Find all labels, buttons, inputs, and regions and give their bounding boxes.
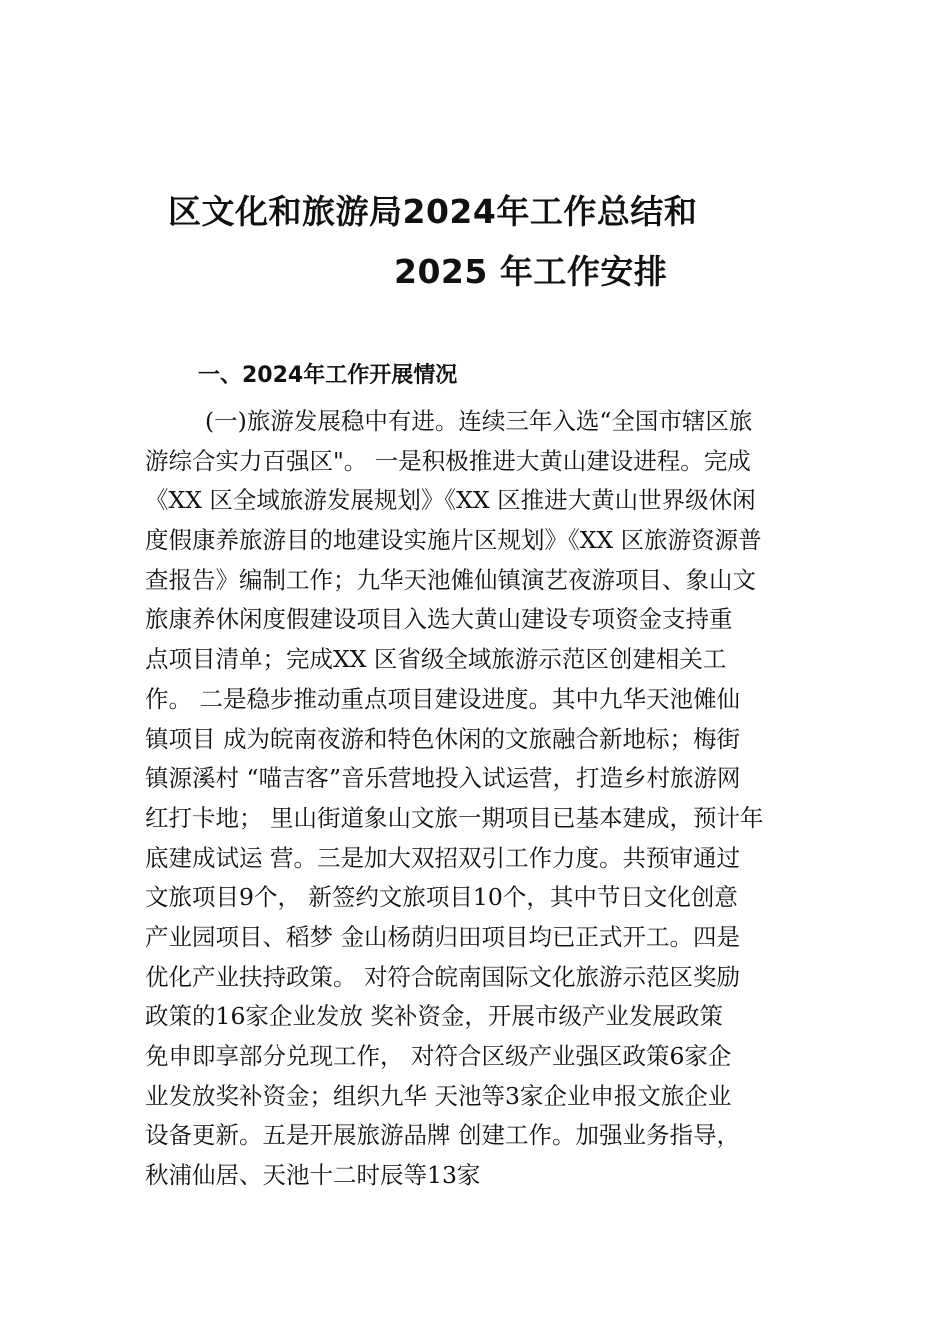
paragraph-line: 旅康养休闲度假建设项目入选大黄山建设专项资金支持重 [145,605,733,634]
paragraph-line: 优化产业扶持政策。 对符合皖南国际文化旅游示范区奖励 [145,962,740,991]
paragraph-line: 产业园项目、稻梦 金山杨荫归田项目均已正式开工。四是 [145,922,740,951]
paragraph-line: 业发放奖补资金；组织九华 天池等3家企业申报文旅企业 [145,1081,732,1110]
paragraph-line: 《XX 区全域旅游发展规划》《XX 区推进大黄山世界级休闲 [145,486,756,515]
paragraph-line: 政策的16家企业发放 奖补资金，开展市级产业发展政策 [145,1002,723,1031]
paragraph-line: 度假康养旅游目的地建设实施片区规划》《XX 区旅游资源普 [145,526,762,555]
paragraph-line: 文旅项目9个， 新签约文旅项目10个，其中节日文化创意 [145,883,738,912]
paragraph-line: 查报告》编制工作；九华天池傩仙镇演艺夜游项目、象山文 [145,565,756,594]
body-paragraph [145,402,815,1196]
paragraph-line: 游综合实力百强区"。 一是积极推进大黄山建设进程。完成 [145,446,751,475]
paragraph-line: 镇源溪村 “喵吉客”音乐营地投入试运营，打造乡村旅游网 [145,764,741,793]
paragraph-line: 免申即享部分兑现工作， 对符合区级产业强区政策6家企 [145,1042,732,1070]
section-heading: 一、2024年工作开展情况 [198,363,458,388]
paragraph-line: 镇项目 成为皖南夜游和特色休闲的文旅融合新地标；梅街 [145,724,740,753]
paragraph-line: 秋浦仙居、天池十二时辰等13家 [145,1161,481,1190]
document-title-line-2: 2025 年工作安排 [394,252,668,291]
paragraph-line: 设备更新。五是开展旅游品牌 创建工作。加强业务指导， [145,1121,740,1150]
paragraph-line: 点项目清单；完成XX 区省级全域旅游示范区创建相关工 [145,645,727,674]
paragraph-line: 作。 二是稳步推动重点项目建设进度。其中九华天池傩仙 [145,684,740,713]
paragraph-line: 底建成试运 营。三是加大双招双引工作力度。共预审通过 [145,843,740,872]
document-title-line-1: 区文化和旅游局2024年工作总结和 [168,192,698,231]
paragraph-line: (一)旅游发展稳中有进。连续三年入选“全国市辖区旅 [205,407,753,435]
paragraph-line: 红打卡地； 里山街道象山文旅一期项目已基本建成，预计年 [145,803,764,832]
